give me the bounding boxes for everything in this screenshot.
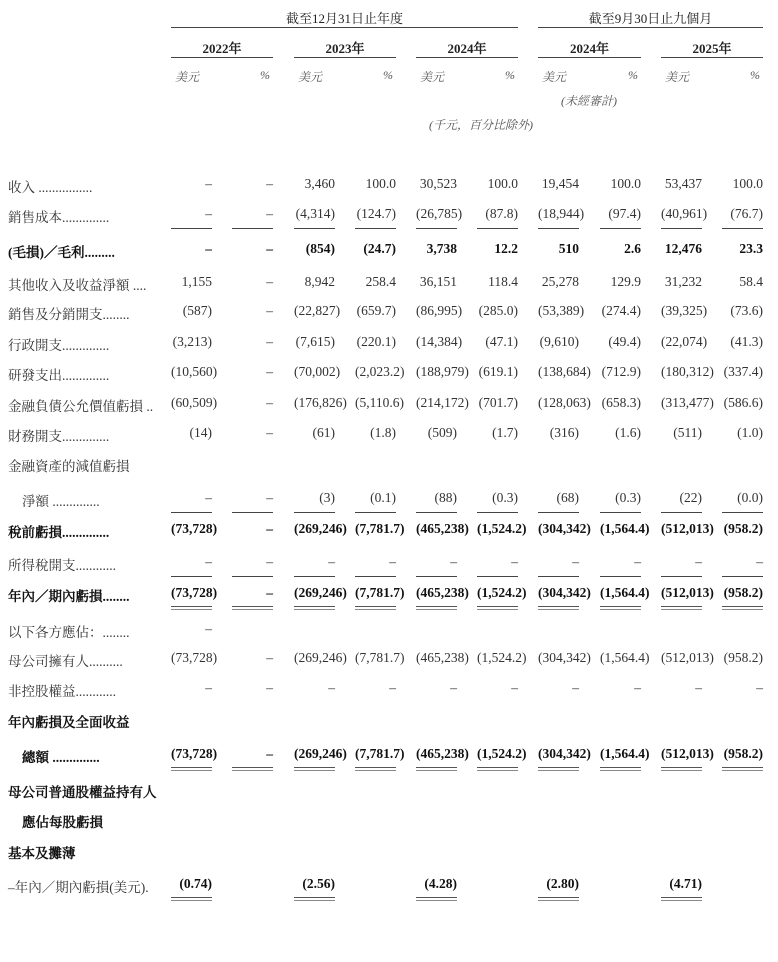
row-value: (176,826) [294,395,347,410]
total-double-rule [232,606,273,610]
row-value: (68) [556,490,579,505]
row-value: (214,172) [416,395,469,410]
row-value: (2,023.2) [355,364,405,379]
row-value: (512,013) [661,585,714,600]
row-value: (304,342) [538,585,591,600]
subtotal-rule [294,576,335,577]
year-header-rule [416,57,518,58]
row-value: (1.8) [370,425,396,440]
row-value: (53,389) [538,303,585,318]
total-double-rule [477,606,518,610]
row-value: (0.74) [179,876,212,891]
total-double-rule [232,767,273,771]
row-value: – [756,680,763,695]
row-value: (1,564.4) [600,650,650,665]
row-value: 1,155 [181,274,212,289]
row-value: – [205,490,212,505]
row-label: 總額 .............. [22,750,100,765]
subtotal-rule [416,228,457,229]
row-label: 應佔每股虧損 [22,815,103,830]
row-value: (304,342) [538,650,591,665]
row-value: – [266,303,273,318]
row-value: (465,238) [416,585,469,600]
row-value: (128,063) [538,395,591,410]
total-double-rule [355,767,396,771]
row-value: (269,246) [294,746,347,761]
row-value: (22,827) [294,303,341,318]
row-value: (1.6) [615,425,641,440]
row-value: – [205,241,212,256]
row-value: (22) [679,490,702,505]
row-value: – [266,680,273,695]
unit-pct-label: % [750,68,760,82]
row-label: 銷售及分銷開支........ [8,307,130,322]
row-value: (70,002) [294,364,341,379]
row-value: (73.6) [730,303,763,318]
row-value: (86,995) [416,303,463,318]
unit-usd-label: 美元 [175,70,200,84]
row-label: 金融資產的減值虧損 [8,459,130,474]
row-value: (586.6) [723,395,763,410]
row-value: (701.7) [478,395,518,410]
row-value: (40,961) [661,206,708,221]
year-header-rule [661,57,763,58]
table-row [0,621,778,641]
year-header: 2025年 [692,41,732,56]
row-value: – [205,680,212,695]
row-value: – [266,206,273,221]
row-value: (60,509) [171,395,218,410]
subtotal-rule [294,228,335,229]
table-row [0,811,778,831]
row-value: 12,476 [664,241,702,256]
row-value: (7,781.7) [355,521,405,536]
row-value: (61) [312,425,335,440]
header-nine-months-rule [538,27,763,28]
row-value: (26,785) [416,206,463,221]
row-value: (269,246) [294,585,347,600]
subtotal-rule [294,512,335,513]
row-value: – [389,680,396,695]
row-value: (7,615) [295,334,335,349]
row-value: (41.3) [730,334,763,349]
unit-usd-label: 美元 [298,70,323,84]
year-header-rule [171,57,273,58]
subtotal-rule [477,576,518,577]
header-annual-group: 截至12月31日止年度 [285,11,403,26]
row-value: (3,213) [172,334,212,349]
header-annual-rule [171,27,518,28]
table-row [0,842,778,862]
row-value: (76.7) [730,206,763,221]
row-value: (659.7) [356,303,396,318]
row-label: 母公司擁有人.......... [8,654,123,669]
row-value: 8,942 [304,274,335,289]
table-row [0,455,778,475]
row-value: – [266,521,273,536]
row-value: (18,944) [538,206,585,221]
table-row [0,680,778,700]
row-value: – [266,241,273,256]
row-value: (313,477) [661,395,714,410]
subtotal-rule [538,576,579,577]
row-value: – [634,554,641,569]
row-value: 2.6 [624,241,641,256]
row-label: 年內／期內虧損........ [8,589,130,604]
row-value: – [634,680,641,695]
row-value: (854) [305,241,335,256]
subtotal-rule [355,512,396,513]
total-double-rule [171,606,212,610]
row-value: – [205,206,212,221]
row-value: (4.71) [669,876,702,891]
table-row [0,781,778,801]
table-row [0,521,778,541]
row-value: (14) [189,425,212,440]
row-value: (269,246) [294,650,347,665]
row-value: (512,013) [661,746,714,761]
row-value: (49.4) [608,334,641,349]
row-value: (0.0) [737,490,763,505]
row-value: (73,728) [171,585,218,600]
subtotal-rule [171,228,212,229]
subtotal-rule [661,512,702,513]
subtotal-rule [722,228,763,229]
total-double-rule [722,767,763,771]
row-value: – [205,176,212,191]
row-value: (958.2) [723,521,763,536]
row-value: (88) [434,490,457,505]
subtotal-rule [232,228,273,229]
subtotal-rule [722,576,763,577]
row-label: 研發支出.............. [8,368,110,383]
row-label: 收入 ................ [8,180,93,195]
row-value: (587) [182,303,212,318]
row-value: (1,524.2) [477,585,527,600]
thousands-note: (千元，百分比除外) [429,118,533,132]
row-value: 510 [558,241,579,256]
row-value: 19,454 [541,176,579,191]
subtotal-rule [600,576,641,577]
subtotal-rule [600,512,641,513]
row-value: – [266,585,273,600]
row-value: (465,238) [416,521,469,536]
row-label: 行政開支.............. [8,338,110,353]
header-nine-months-group: 截至9月30日止九個月 [588,11,713,26]
row-label: –年內／期內虧損(美元). [8,880,149,895]
row-value: (0.3) [615,490,641,505]
row-value: – [756,554,763,569]
row-value: (1,564.4) [600,521,650,536]
row-value: – [266,425,273,440]
row-value: (958.2) [723,746,763,761]
row-value: (47.1) [485,334,518,349]
row-value: (1,524.2) [477,521,527,536]
year-header-rule [538,57,641,58]
row-value: (958.2) [723,585,763,600]
row-value: (619.1) [478,364,518,379]
row-value: (2.80) [546,876,579,891]
row-value: (1,524.2) [477,650,527,665]
unit-pct-label: % [383,68,393,82]
row-value: (7,781.7) [355,585,405,600]
row-value: – [266,554,273,569]
row-value: (4,314) [295,206,335,221]
row-value: 100.0 [487,176,518,191]
table-row [0,650,778,670]
row-value: (7,781.7) [355,746,405,761]
total-double-rule [661,767,702,771]
row-value: 31,232 [664,274,702,289]
table-row [0,176,778,196]
total-double-rule [416,897,457,901]
table-row [0,274,778,294]
year-header: 2023年 [325,41,365,56]
row-value: (0.3) [492,490,518,505]
row-value: (73,728) [171,746,218,761]
row-label: 淨額 .............. [22,494,100,509]
subtotal-rule [538,228,579,229]
row-value: (39,325) [661,303,708,318]
unit-usd-label: 美元 [542,70,567,84]
subtotal-rule [722,512,763,513]
table-row [0,364,778,384]
subtotal-rule [232,576,273,577]
year-header-rule [294,57,396,58]
row-value: 36,151 [419,274,457,289]
row-value: 100.0 [732,176,763,191]
row-value: 25,278 [541,274,579,289]
row-value: – [695,554,702,569]
unaudited-note: (未經審計) [561,94,617,108]
row-value: (509) [427,425,457,440]
row-value: – [266,490,273,505]
subtotal-rule [661,576,702,577]
table-row [0,241,778,261]
row-value: (5,110.6) [355,395,404,410]
row-value: (73,728) [171,521,218,536]
row-value: (124.7) [356,206,396,221]
total-double-rule [416,606,457,610]
row-value: 118.4 [488,274,518,289]
row-value: (138,684) [538,364,591,379]
row-value: (658.3) [601,395,641,410]
row-label: (毛損)／毛利......... [8,245,115,260]
total-double-rule [600,606,641,610]
row-value: (188,979) [416,364,469,379]
table-row [0,395,778,415]
row-value: – [266,274,273,289]
subtotal-rule [416,576,457,577]
subtotal-rule [171,512,212,513]
row-value: – [266,334,273,349]
unit-pct-label: % [505,68,515,82]
row-value: 3,738 [426,241,457,256]
row-value: – [511,680,518,695]
row-value: 12.2 [494,241,518,256]
total-double-rule [722,606,763,610]
row-value: (3) [319,490,335,505]
year-header: 2024年 [447,41,487,56]
row-value: (465,238) [416,746,469,761]
subtotal-rule [661,228,702,229]
total-double-rule [294,767,335,771]
year-header: 2024年 [569,41,609,56]
row-value: (1,564.4) [600,746,650,761]
row-label: 基本及攤薄 [8,846,76,861]
row-value: (97.4) [608,206,641,221]
row-value: (24.7) [363,241,396,256]
row-value: (712.9) [601,364,641,379]
row-label: 稅前虧損.............. [8,525,110,540]
subtotal-rule [538,512,579,513]
total-double-rule [477,767,518,771]
table-row [0,425,778,445]
table-row [0,206,778,226]
row-label: 非控股權益............ [8,684,116,699]
row-value: – [266,176,273,191]
row-label: 金融負債公允價值虧損 .. [8,399,154,414]
row-label: 銷售成本.............. [8,210,110,225]
row-label: 財務開支.............. [8,429,110,444]
row-value: (285.0) [478,303,518,318]
subtotal-rule [355,576,396,577]
row-value: (1,564.4) [600,585,650,600]
row-value: (2.56) [302,876,335,891]
row-value: (4.28) [424,876,457,891]
table-row [0,876,778,896]
row-value: – [266,395,273,410]
row-value: (304,342) [538,746,591,761]
total-double-rule [355,606,396,610]
row-label: 所得稅開支............ [8,558,116,573]
row-value: – [572,554,579,569]
total-double-rule [538,606,579,610]
row-value: (316) [549,425,579,440]
row-label: 母公司普通股權益持有人 [8,785,157,800]
subtotal-rule [416,512,457,513]
row-value: (304,342) [538,521,591,536]
row-value: – [328,680,335,695]
row-value: (958.2) [723,650,763,665]
subtotal-rule [477,228,518,229]
table-row [0,334,778,354]
unit-pct-label: % [260,68,270,82]
row-value: (269,246) [294,521,347,536]
row-value: 100.0 [365,176,396,191]
row-value: – [266,364,273,379]
row-value: (180,312) [661,364,714,379]
row-value: 30,523 [419,176,457,191]
row-value: (10,560) [171,364,218,379]
row-value: – [266,746,273,761]
subtotal-rule [232,512,273,513]
row-value: 100.0 [610,176,641,191]
unit-usd-label: 美元 [420,70,445,84]
row-value: (512,013) [661,521,714,536]
row-value: (9,610) [539,334,579,349]
row-value: (465,238) [416,650,469,665]
row-value: (274.4) [601,303,641,318]
total-double-rule [600,767,641,771]
row-value: (1.0) [737,425,763,440]
total-double-rule [538,767,579,771]
row-value: 258.4 [365,274,396,289]
row-value: 58.4 [739,274,763,289]
total-double-rule [416,767,457,771]
row-value: (0.1) [370,490,396,505]
row-value: 23.3 [739,241,763,256]
row-label: 年內虧損及全面收益 [8,715,130,730]
row-label: 其他收入及收益淨額 .... [8,278,147,293]
table-row [0,585,778,605]
table-row [0,490,778,510]
row-value: 53,437 [664,176,702,191]
unit-usd-label: 美元 [665,70,690,84]
row-value: (511) [673,425,702,440]
row-value: – [389,554,396,569]
row-value: (87.8) [485,206,518,221]
row-value: (337.4) [723,364,763,379]
table-row [0,711,778,731]
row-value: (1,524.2) [477,746,527,761]
row-value: (7,781.7) [355,650,405,665]
row-value: (1.7) [492,425,518,440]
row-value: (14,384) [416,334,463,349]
table-row [0,746,778,766]
total-double-rule [294,606,335,610]
total-double-rule [171,897,212,901]
subtotal-rule [600,228,641,229]
row-value: (22,074) [661,334,708,349]
subtotal-rule [477,512,518,513]
row-label: 以下各方應佔：........ [8,625,130,640]
total-double-rule [661,606,702,610]
row-value: – [695,680,702,695]
row-value: – [450,554,457,569]
row-value: 3,460 [304,176,335,191]
row-value: (512,013) [661,650,714,665]
total-double-rule [661,897,702,901]
row-value: (220.1) [356,334,396,349]
row-value: (73,728) [171,650,218,665]
row-value: – [328,554,335,569]
subtotal-rule [171,576,212,577]
row-value: – [572,680,579,695]
total-double-rule [294,897,335,901]
row-value: – [205,554,212,569]
table-row [0,554,778,574]
subtotal-rule [355,228,396,229]
row-value: 129.9 [610,274,641,289]
row-value: – [511,554,518,569]
year-header: 2022年 [202,41,242,56]
row-value: – [450,680,457,695]
total-double-rule [538,897,579,901]
unit-pct-label: % [628,68,638,82]
table-row [0,303,778,323]
row-value: – [266,650,273,665]
total-double-rule [171,767,212,771]
row-value: – [205,621,212,636]
